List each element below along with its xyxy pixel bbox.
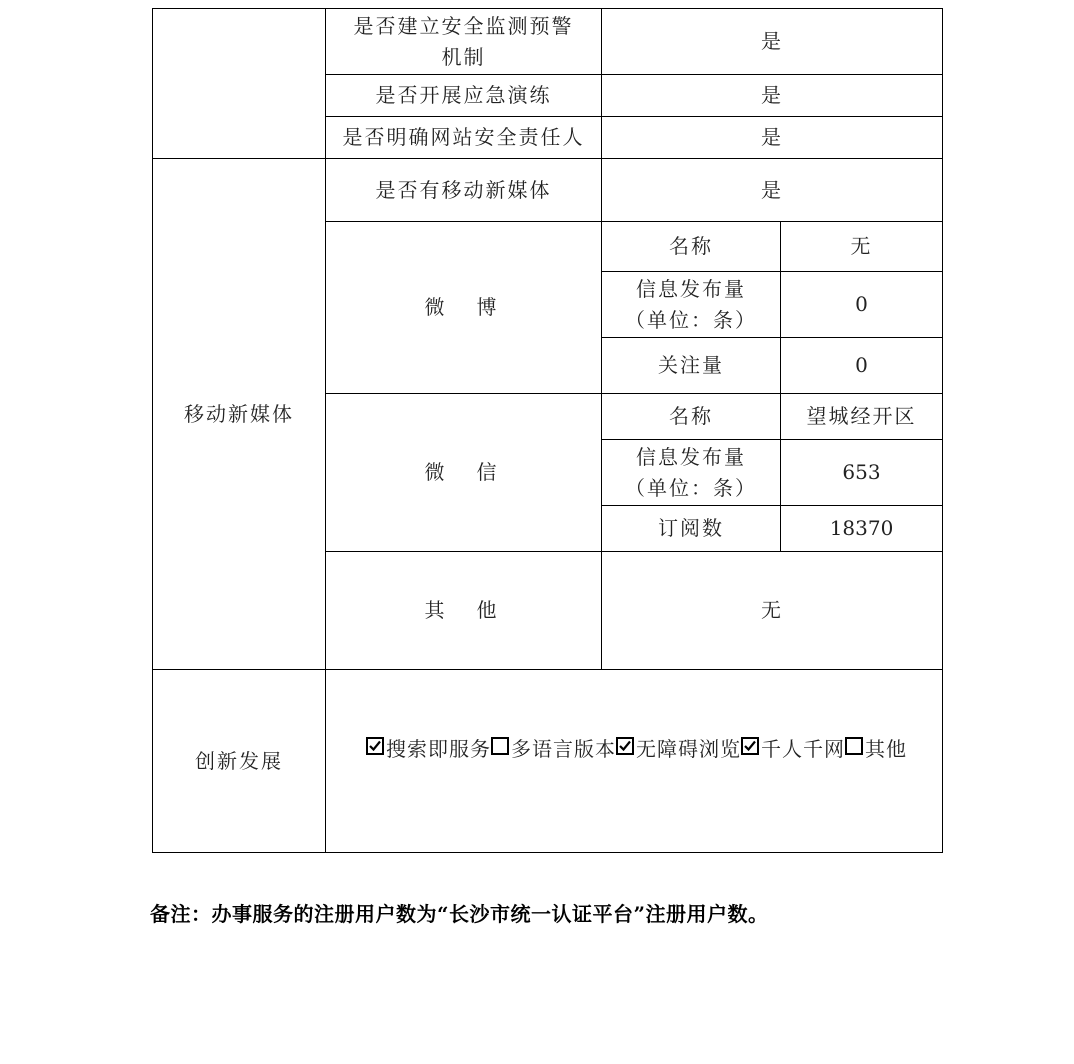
monitoring-warning-label: 是否建立安全监测预警 机制: [353, 13, 574, 69]
other-option-checkbox[interactable]: [845, 737, 863, 755]
multilingual-label: 多语言版本: [511, 736, 616, 761]
monitoring-warning-value: 是: [761, 29, 783, 53]
personalized-label: 千人千网: [761, 736, 845, 761]
mobile-media-section-label: 移动新媒体: [184, 401, 294, 426]
security-owner-value: 是: [761, 125, 783, 149]
emergency-drill-label: 是否开展应急演练: [375, 83, 552, 107]
weibo-followers-label: 关注量: [658, 353, 724, 377]
has-mobile-media-label: 是否有移动新媒体: [375, 177, 552, 202]
accessibility-label: 无障碍浏览: [636, 736, 741, 761]
other-media-value: 无: [761, 598, 783, 622]
search-service-label: 搜索即服务: [386, 736, 491, 761]
wechat-subscribers-value: 18370: [829, 516, 894, 540]
innovation-options: [366, 731, 907, 763]
personalized-checkbox[interactable]: [741, 737, 759, 755]
other-option-label: 其他: [865, 736, 907, 761]
accessibility-checkbox[interactable]: [616, 737, 634, 755]
weibo-name-label: 名称: [669, 234, 713, 258]
weibo-label: 微 博: [424, 295, 503, 319]
emergency-drill-value: 是: [761, 83, 783, 107]
wechat-posts-value: 653: [842, 460, 881, 484]
wechat-posts-label: 信息发布量 （单位：条）: [625, 444, 757, 500]
has-mobile-media-value: 是: [761, 177, 783, 202]
weibo-posts-label: 信息发布量 （单位：条）: [625, 276, 757, 332]
innovation-section-label: 创新发展: [195, 748, 283, 773]
search-service-checkbox[interactable]: [366, 737, 384, 755]
multilingual-checkbox[interactable]: [491, 737, 509, 755]
wechat-label: 微 信: [424, 460, 503, 484]
wechat-subscribers-label: 订阅数: [658, 516, 724, 540]
weibo-followers-value: 0: [855, 353, 868, 377]
weibo-posts-value: 0: [855, 292, 868, 316]
footnote: 备注：办事服务的注册用户数为“长沙市统一认证平台”注册用户数。: [150, 902, 769, 926]
other-media-label: 其 他: [424, 598, 503, 622]
wechat-name-label: 名称: [669, 404, 713, 428]
weibo-name-value: 无: [850, 234, 873, 258]
security-owner-label: 是否明确网站安全责任人: [342, 125, 585, 149]
wechat-name-value: 望城经开区: [806, 404, 917, 428]
